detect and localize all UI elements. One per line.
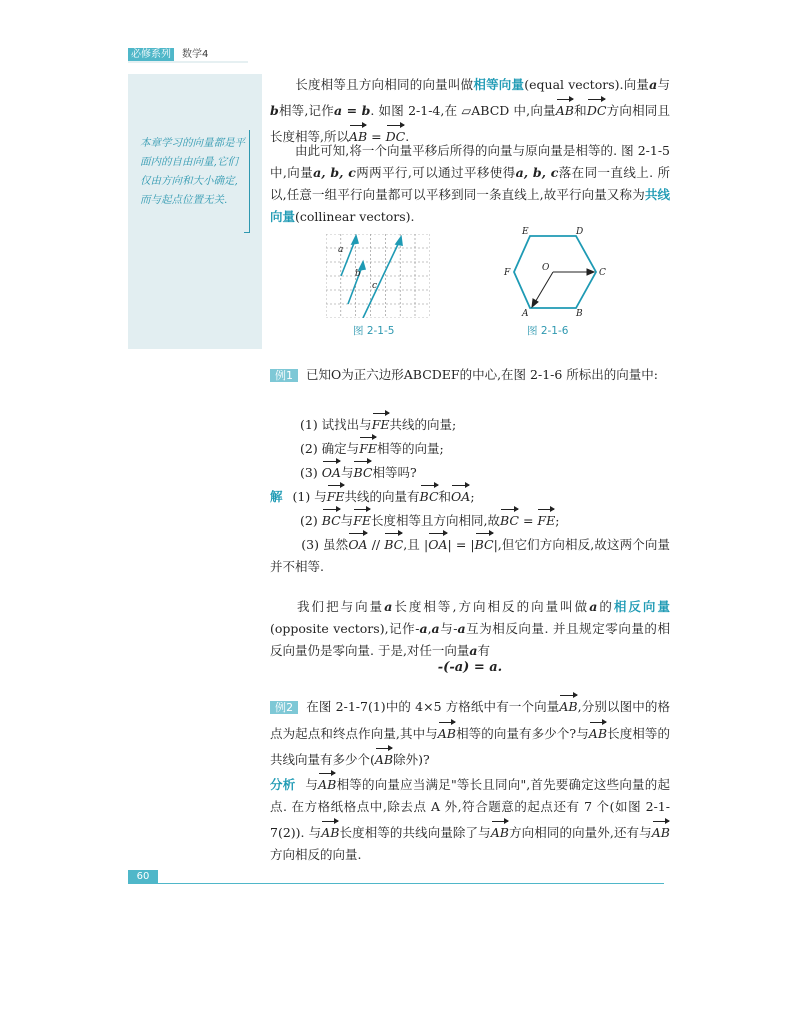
- vertex-C: C: [599, 268, 606, 278]
- vertex-B: B: [576, 309, 583, 318]
- example-1-q2: (2) 确定与FE相等的向量;: [300, 434, 670, 460]
- solution-3: (3) 虽然OA // BC,且 |OA| = |BC|,但它们方向相反,故这两个向量并不相等.: [270, 530, 670, 578]
- term-opposite-vectors: 相反向量: [613, 599, 670, 614]
- caption-2-1-5: 图 2-1-5: [353, 325, 395, 337]
- para-collinear-vectors: 由此可知,将一个向量平移后所得的向量与原向量是相等的. 图 2-1-5 中,向量a, b, c两两平行,可以通过平移使得a, b, c落在同一直线上. 所以,任意一组平行向量都可以平移到同一条直线上,故平行向量又称为共线向量(collinear vectors).: [270, 143, 671, 224]
- figure-2-1-6: [500, 226, 612, 318]
- series-tag: 必修系列: [128, 48, 174, 62]
- vector-label-b: b: [355, 269, 361, 279]
- formula-double-negative: -(-a) = a.: [437, 660, 503, 675]
- term-collinear-vectors: 共线向量: [270, 187, 670, 224]
- margin-sidebar: [128, 74, 262, 349]
- vector-label-c: c: [372, 281, 378, 291]
- example-2: 例2 在图 2-1-7(1)中的 4×5 方格纸中有一个向量AB,分别以图中的格点为起点和终点作向量,其中与AB相等的向量有多少个?与AB长度相等的共线向量有多少个(AB除外)?: [270, 692, 670, 771]
- para-opposite-vectors: 我们把与向量a长度相等,方向相反的向量叫做a的相反向量(opposite vectors),记作-a,a与-a互为相反向量. 并且规定零向量的相反向量仍是零向量. 于是,对任一向量a有: [270, 599, 670, 658]
- example-2-label: 例2: [270, 701, 298, 714]
- example-1-q3: (3) OA与BC相等吗?: [300, 458, 670, 484]
- page-number: 60: [128, 870, 158, 884]
- vertex-A: A: [522, 309, 529, 318]
- solution-1: 解 (1) 与FE共线的向量有BC和OA;: [270, 482, 670, 508]
- example-1-label: 例1: [270, 369, 298, 382]
- analysis: 分析 与AB相等的向量应当满足"等长且同向",首先要确定这些向量的起点. 在方格纸格点中,除去点 A 外,符合题意的起点还有 7 个(如图 2-1-7(2)). 与AB长度相等的共线向量除了与AB方向相同的向量外,还有与AB方向相反的向量.: [270, 770, 670, 866]
- side-note-bracket: [244, 130, 250, 233]
- header-rule: [128, 61, 248, 63]
- analysis-label: 分析: [270, 777, 296, 792]
- term-equal-vectors: 相等向量: [473, 77, 525, 92]
- vertex-F: F: [504, 268, 511, 278]
- example-1: 例1 已知O为正六边形ABCDEF的中心,在图 2-1-6 所标出的向量中:: [270, 364, 670, 387]
- book-title: 数学4: [182, 49, 209, 60]
- side-note: 本章学习的向量都是平面内的自由向量,它们仅由方向和大小确定,而与起点位置无关.: [140, 137, 245, 206]
- solution-label: 解: [270, 489, 283, 504]
- example-1-q1: (1) 试找出与FE共线的向量;: [300, 410, 670, 436]
- figure-2-1-5: [326, 234, 430, 318]
- solution-2: (2) BC与FE长度相等且方向相同,故BC = FE;: [300, 506, 670, 532]
- caption-2-1-6: 图 2-1-6: [527, 325, 569, 337]
- vector-label-a: a: [338, 245, 344, 255]
- center-O: O: [542, 263, 550, 273]
- vertex-D: D: [576, 227, 584, 237]
- vertex-E: E: [522, 227, 529, 237]
- para-equal-vectors: 长度相等且方向相同的向量叫做相等向量(equal vectors).向量a与b相等,记作a = b. 如图 2-1-4,在 ▱ABCD 中,向量AB和DC方向相同且长度相等,所以AB = DC.: [270, 74, 670, 148]
- footer-rule: [158, 883, 664, 884]
